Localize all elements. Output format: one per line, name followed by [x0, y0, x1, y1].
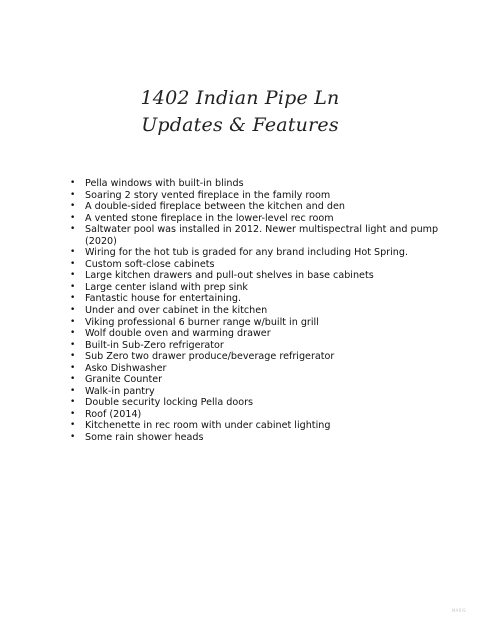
- list-item: [70, 224, 460, 247]
- list-item-text: Saltwater pool was installed in 2012. Newer multispectral light and pump (2020): [85, 224, 439, 247]
- list-item-text: Double security locking Pella doors: [85, 397, 254, 409]
- list-item-text: A double-sided fireplace between the kitchen and den: [85, 201, 345, 213]
- list-item: [70, 201, 460, 213]
- bullet-icon: •: [70, 270, 76, 281]
- list-item: [70, 386, 460, 398]
- bullet-icon: •: [70, 224, 76, 235]
- feature-list: [70, 178, 460, 444]
- list-item-text: Soaring 2 story vented fireplace in the family room: [85, 189, 331, 201]
- list-item: [70, 397, 460, 409]
- list-item: [70, 259, 460, 271]
- bullet-icon: •: [70, 305, 76, 316]
- list-item: [70, 374, 460, 386]
- watermark-text: MARIS: [451, 608, 466, 613]
- list-item-text: A vented stone fireplace in the lower-level rec room: [85, 212, 334, 224]
- list-item-text: Viking professional 6 burner range w/built in grill: [85, 316, 319, 328]
- list-item-text: Kitchenette in rec room with under cabinet lighting: [85, 420, 331, 432]
- list-item: [70, 340, 460, 352]
- list-item-text: Roof (2014): [85, 408, 142, 420]
- list-item: [70, 328, 460, 340]
- list-item-text: Large kitchen drawers and pull-out shelves in base cabinets: [85, 270, 374, 282]
- bullet-icon: •: [70, 374, 76, 385]
- bullet-icon: •: [70, 385, 76, 396]
- list-item-text: Granite Counter: [85, 374, 163, 386]
- bullet-icon: •: [70, 281, 76, 292]
- bullet-icon: •: [70, 293, 76, 304]
- list-item: [70, 178, 460, 190]
- list-item-text: Under and over cabinet in the kitchen: [85, 305, 268, 317]
- list-item-text: Large center island with prep sink: [85, 281, 248, 293]
- document-title-subtitle: Updates & Features: [141, 114, 339, 136]
- bullet-icon: •: [70, 316, 76, 327]
- list-item-text: Wolf double oven and warming drawer: [85, 328, 271, 340]
- bullet-icon: •: [70, 258, 76, 269]
- list-item-text: Fantastic house for entertaining.: [85, 293, 242, 305]
- list-item: [70, 305, 460, 317]
- bullet-icon: •: [70, 212, 76, 223]
- list-item-text: Pella windows with built-in blinds: [85, 178, 244, 189]
- bullet-icon: •: [70, 189, 76, 200]
- document-title-address: 1402 Indian Pipe Ln: [140, 87, 340, 109]
- list-item-text: Wiring for the hot tub is graded for any brand including Hot Spring.: [85, 247, 409, 259]
- bullet-icon: •: [70, 339, 76, 350]
- list-item: [70, 190, 460, 202]
- list-item: [70, 432, 460, 444]
- list-item: [70, 420, 460, 432]
- list-item: [70, 270, 460, 282]
- list-item: [70, 293, 460, 305]
- bullet-icon: •: [70, 362, 76, 373]
- list-item: [70, 409, 460, 421]
- list-item-text: Asko Dishwasher: [85, 362, 167, 374]
- list-item: [70, 317, 460, 329]
- bullet-icon: •: [70, 432, 76, 443]
- bullet-icon: •: [70, 247, 76, 258]
- list-item: [70, 247, 460, 259]
- bullet-icon: •: [70, 201, 76, 212]
- bullet-icon: •: [70, 351, 76, 362]
- bullet-icon: •: [70, 397, 76, 408]
- list-item-text: Built-in Sub-Zero refrigerator: [85, 339, 224, 351]
- bullet-icon: •: [70, 328, 76, 339]
- list-item: [70, 213, 460, 225]
- list-item-text: Walk-in pantry: [85, 385, 155, 397]
- list-item-text: Custom soft-close cabinets: [85, 258, 215, 270]
- list-item: [70, 282, 460, 294]
- bullet-icon: •: [70, 408, 76, 419]
- list-item: [70, 351, 460, 363]
- list-item-text: Some rain shower heads: [85, 432, 204, 444]
- bullet-icon: •: [70, 420, 76, 431]
- list-item-text: Sub Zero two drawer produce/beverage refrigerator: [85, 351, 335, 363]
- list-item: [70, 363, 460, 375]
- bullet-icon: •: [70, 178, 76, 188]
